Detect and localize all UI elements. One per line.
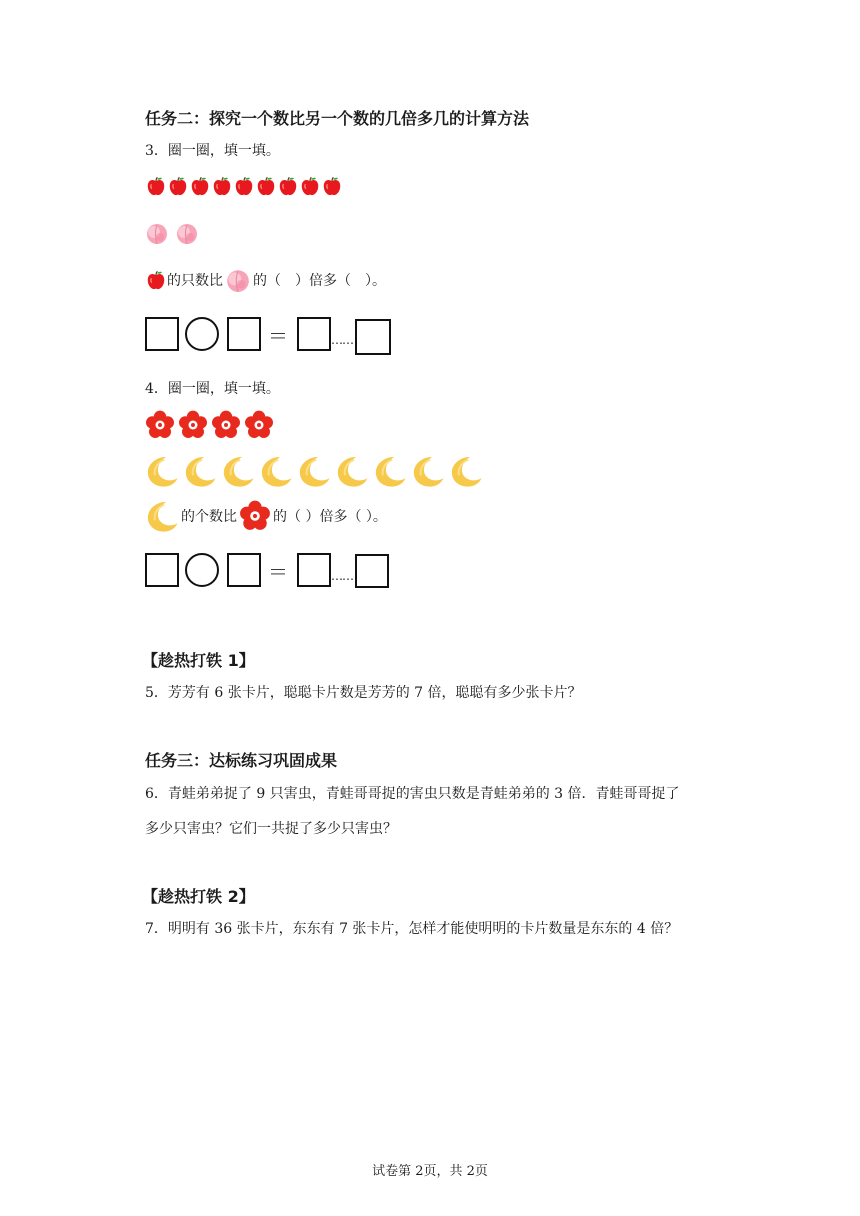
q3-prompt: 3．圈一圈，填一填。 <box>145 143 280 159</box>
equals-sign: ＝ <box>268 559 288 584</box>
practice1-heading: 【趁热打铁 1】 <box>142 651 255 670</box>
flower-icon <box>211 410 241 440</box>
q5-text: 5．芳芳有 6 张卡片，聪聪卡片数是芳芳的 7 倍，聪聪有多少张卡片？ <box>145 685 582 701</box>
flower-icon <box>239 500 271 532</box>
q4-sentence-part1: 的个数比 <box>181 509 237 525</box>
moon-icon <box>411 454 445 488</box>
q3-equation <box>145 316 397 352</box>
remainder-dots: …… <box>331 333 353 347</box>
answer-box[interactable] <box>145 317 179 351</box>
q4-sentence <box>145 498 387 534</box>
apple-icon <box>255 174 277 198</box>
apple-icon <box>145 268 167 292</box>
q4-sentence-part2: 的（ ）倍多（ ）。 <box>273 509 387 525</box>
q6-line2: 多少只害虫？它们一共捉了多少只害虫？ <box>145 821 397 837</box>
page-footer: 试卷第 2页，共 2页 <box>372 1164 488 1179</box>
flower-icon <box>178 410 208 440</box>
apple-icon <box>277 174 299 198</box>
moon-icon <box>449 454 483 488</box>
apple-row <box>145 174 343 198</box>
operator-circle[interactable] <box>185 317 219 351</box>
q3-sentence <box>145 266 386 294</box>
peach-icon <box>225 266 251 294</box>
answer-box[interactable] <box>227 317 261 351</box>
q3-sentence-part1: 的只数比 <box>167 273 223 289</box>
apple-icon <box>233 174 255 198</box>
apple-icon <box>211 174 233 198</box>
moon-icon <box>373 454 407 488</box>
task2-heading: 任务二：探究一个数比另一个数的几倍多几的计算方法 <box>145 109 530 128</box>
moon-icon <box>183 454 217 488</box>
apple-icon <box>321 174 343 198</box>
moon-icon <box>145 454 179 488</box>
answer-box[interactable] <box>297 553 331 587</box>
equals-sign: ＝ <box>268 323 288 348</box>
moon-icon <box>259 454 293 488</box>
moon-icon <box>335 454 369 488</box>
answer-box[interactable] <box>145 553 179 587</box>
peach-row <box>145 220 199 246</box>
flower-icon <box>145 410 175 440</box>
peach-icon <box>175 220 199 246</box>
answer-box[interactable] <box>297 317 331 351</box>
apple-icon <box>189 174 211 198</box>
remainder-dots: …… <box>331 569 353 583</box>
moon-icon <box>145 498 179 534</box>
apple-icon <box>167 174 189 198</box>
remainder-box[interactable] <box>355 554 389 588</box>
q4-equation <box>145 553 395 587</box>
task3-heading: 任务三：达标练习巩固成果 <box>145 751 338 770</box>
apple-icon <box>299 174 321 198</box>
practice2-heading: 【趁热打铁 2】 <box>142 887 255 906</box>
q3-sentence-part2: 的（ ）倍多（ ）。 <box>253 273 386 289</box>
q4-prompt: 4．圈一圈，填一填。 <box>145 381 280 397</box>
flower-icon <box>244 410 274 440</box>
moon-icon <box>297 454 331 488</box>
q7-text: 7．明明有 36 张卡片，东东有 7 张卡片，怎样才能使明明的卡片数量是东东的 4 倍？ <box>145 921 679 937</box>
moon-row <box>145 454 483 488</box>
flower-row <box>145 410 274 440</box>
operator-circle[interactable] <box>185 553 219 587</box>
remainder-box[interactable] <box>355 319 391 355</box>
q6-line1: 6．青蛙弟弟捉了 9 只害虫，青蛙哥哥捉的害虫只数是青蛙弟弟的 3 倍．青蛙哥哥捉了 <box>145 786 680 802</box>
apple-icon <box>145 174 167 198</box>
answer-box[interactable] <box>227 553 261 587</box>
moon-icon <box>221 454 255 488</box>
peach-icon <box>145 220 169 246</box>
